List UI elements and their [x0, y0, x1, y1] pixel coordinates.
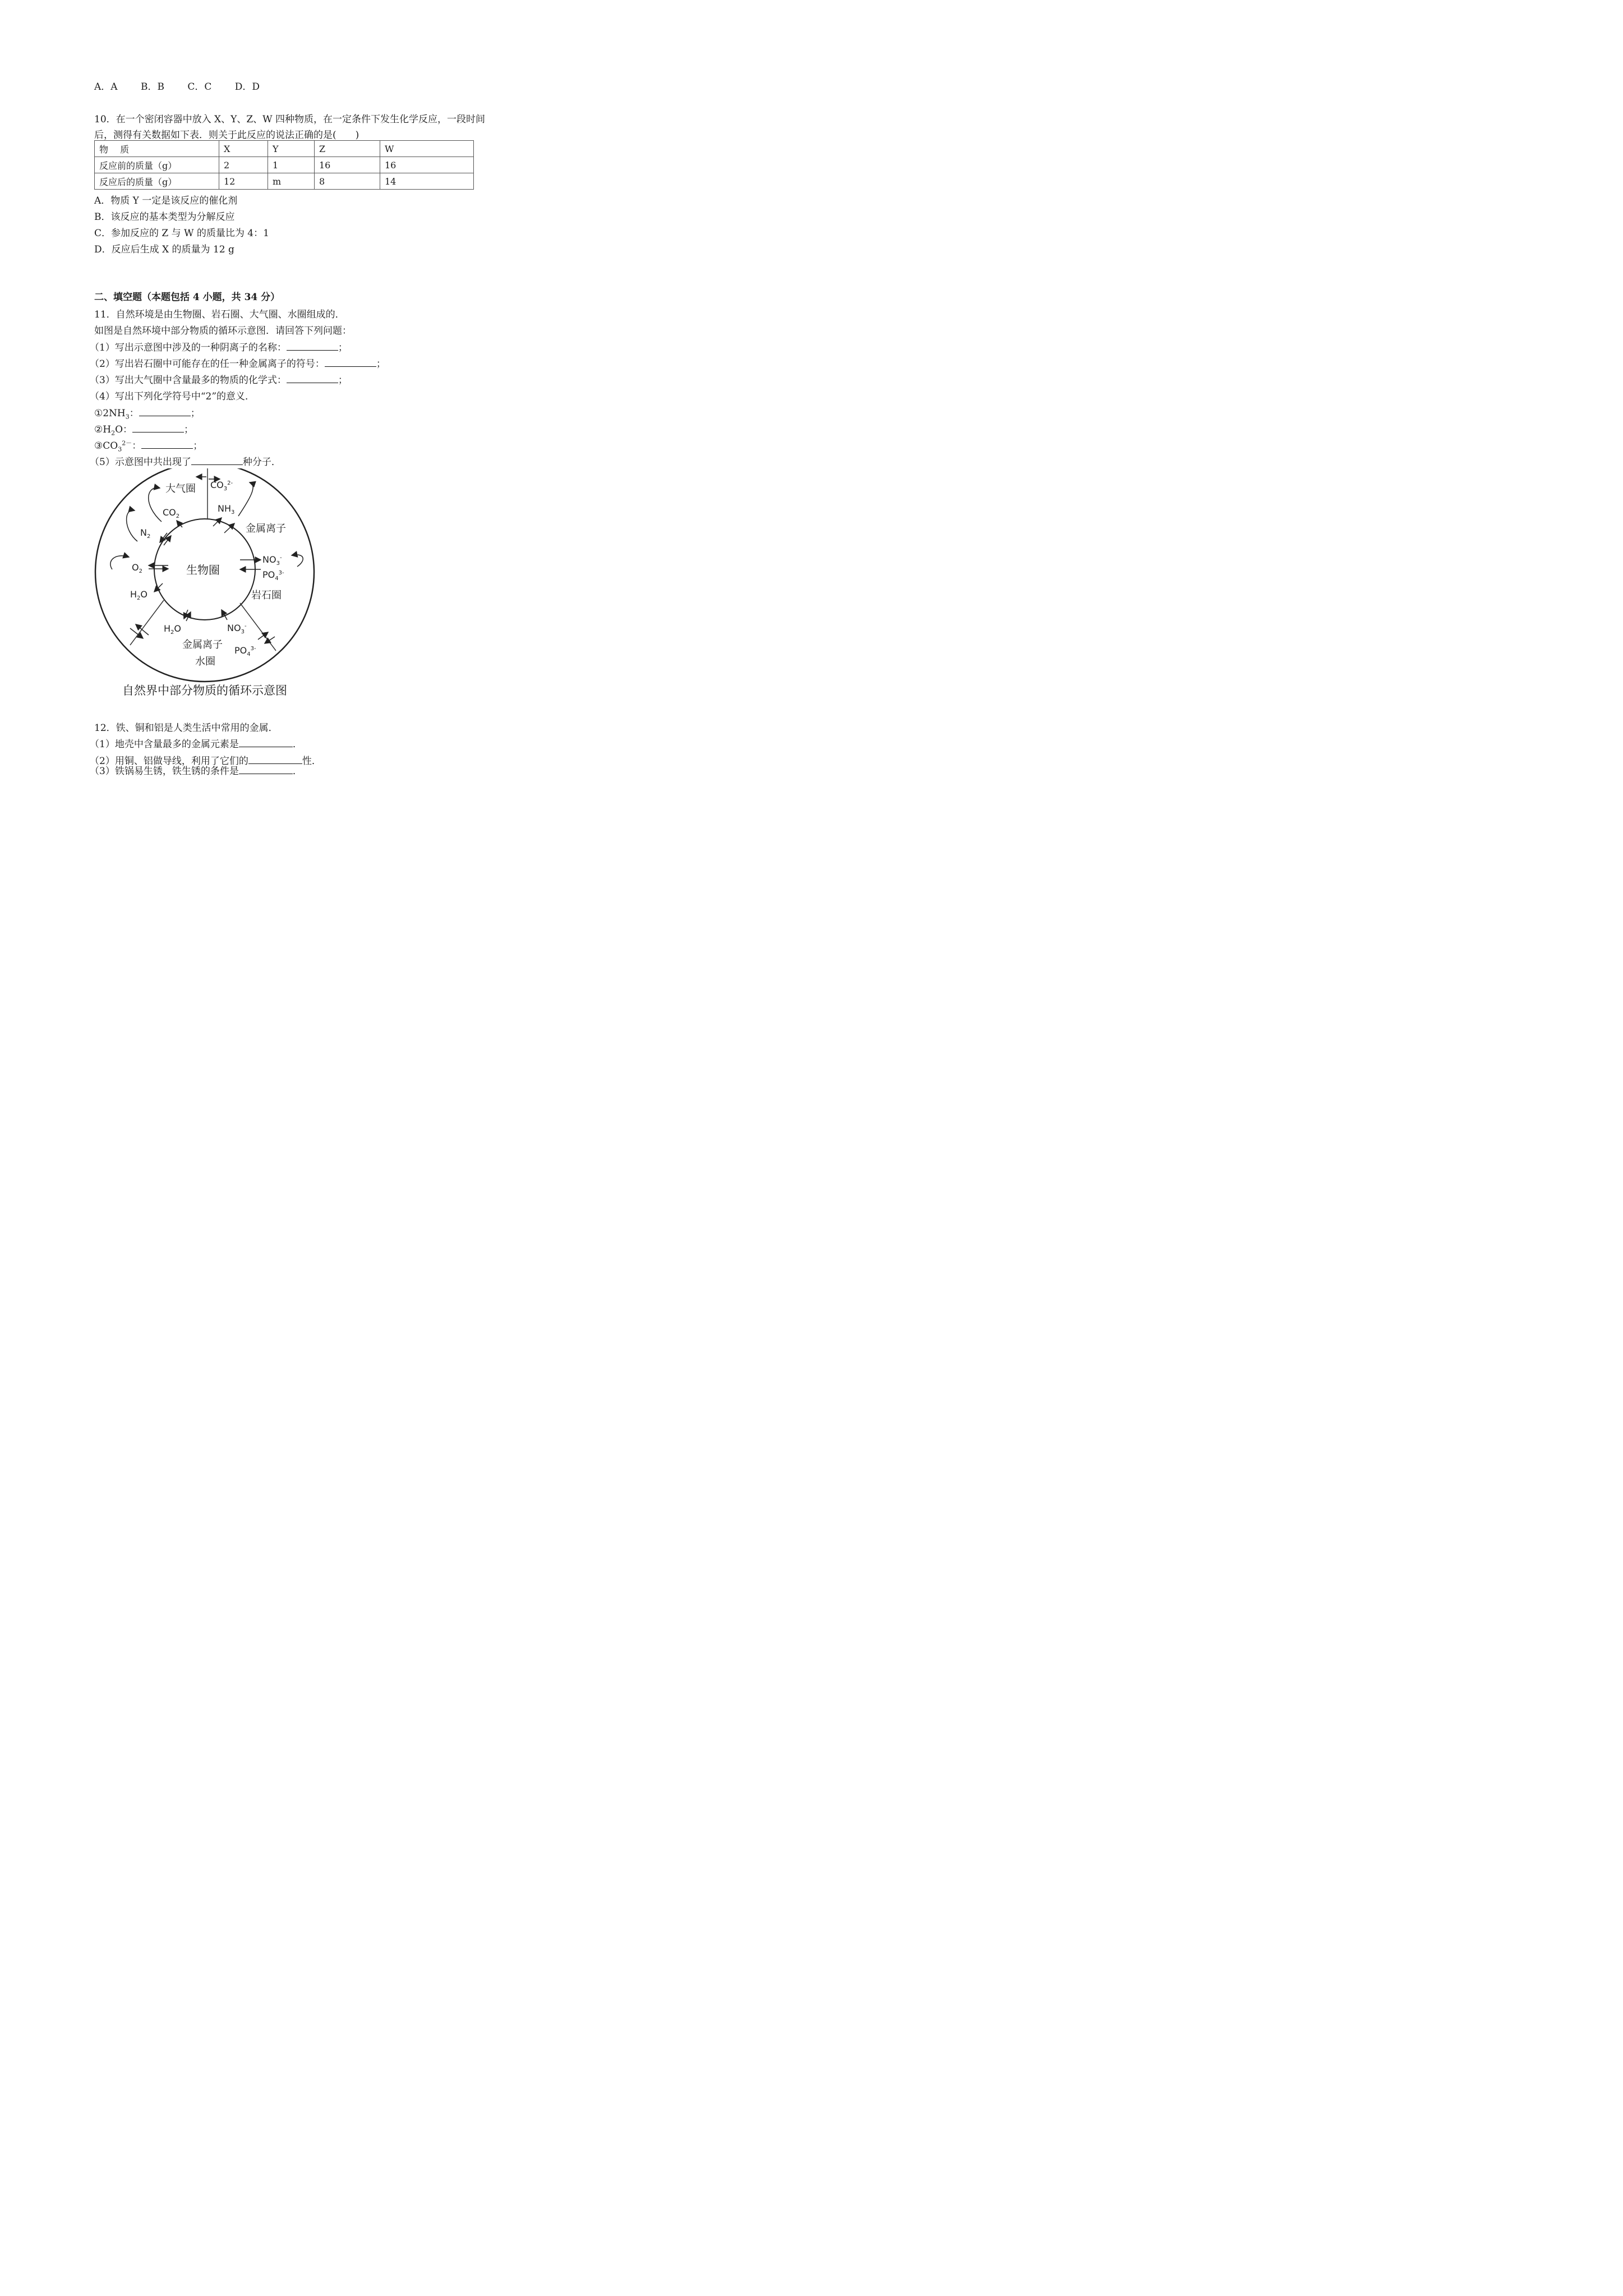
q11-part5 [90, 454, 281, 468]
q12-part2-text: （2）用铜、铝做导线，利用了它们的 [90, 756, 248, 767]
formula-text: ③CO [94, 440, 118, 452]
cycle-loop-arrow [110, 556, 129, 569]
formula-text: O [115, 424, 123, 435]
q11-part3 [90, 372, 348, 386]
q11-part2 [90, 356, 386, 370]
label-n2: $N_2$ [140, 527, 151, 540]
table-header-cell: X [219, 141, 268, 157]
answer-blank[interactable] [239, 738, 293, 747]
q9-option-d: D．D [234, 81, 260, 93]
cycle-loop-arrow [149, 488, 162, 522]
diagram-caption: 自然界中部分物质的循环示意图 [122, 684, 287, 697]
q11-part1 [90, 339, 348, 353]
table-header-cell: Z [315, 141, 380, 157]
q9-option-c: C．C [187, 81, 212, 93]
formula-sub: 3 [125, 413, 130, 421]
punct: ： [129, 408, 139, 419]
answer-blank[interactable] [287, 341, 338, 351]
q11-part2-text: （2）写出岩石圈中可能存在的任一种金属离子的符号： [90, 358, 325, 370]
q12-part1-text: （1）地壳中含量最多的金属元素是 [90, 739, 239, 750]
cycle-loop-arrow [238, 482, 253, 516]
q11-line1: 11．自然环境是由生物圈、岩石圈、大气圈、水圈组成的． [94, 309, 345, 320]
answer-blank[interactable] [239, 765, 293, 774]
arrow [136, 624, 149, 635]
q10-option-c: C．参加反应的 Z 与 W 的质量比为 4：1 [94, 228, 269, 239]
q11-part5-text: （5）示意图中共出现了 [90, 457, 191, 468]
label-po4-right: $PO_4^{3-}$ [262, 569, 284, 582]
label-o2: $O_2$ [132, 562, 142, 574]
punct: ； [338, 342, 348, 353]
punct: ． [292, 766, 302, 777]
answer-blank[interactable] [325, 357, 376, 367]
q12-part1 [90, 736, 302, 750]
table-header-row [95, 141, 474, 157]
punct: ： [123, 424, 133, 435]
arrow [164, 536, 171, 545]
cycle-loop-arrow [127, 510, 137, 541]
label-h2o-left: $H_2O$ [130, 589, 147, 601]
q10-data-table [94, 140, 474, 190]
formula-sup: 2－ [122, 439, 132, 447]
answer-blank[interactable] [132, 423, 184, 432]
label-no3-bottom: $NO_3^-$ [227, 623, 247, 635]
table-cell: 8 [315, 173, 380, 190]
section-title: 二、填空题（本题包括 4 小题，共 34 分） [94, 292, 280, 303]
q10-option-b: B．该反应的基本类型为分解反应 [94, 211, 235, 223]
cycle-diagram [90, 468, 342, 704]
table-cell: 16 [380, 157, 474, 173]
divider-line [130, 600, 164, 645]
q10-stem-line2: 后，测得有关数据如下表．则关于此反应的说法正确的是( ) [94, 130, 359, 141]
formula-sub: 3 [118, 445, 122, 453]
answer-blank[interactable] [191, 455, 243, 465]
q12-part3-text: （3）铁锅易生锈，铁生锈的条件是 [90, 766, 239, 777]
punct: ； [338, 375, 348, 386]
label-biosphere: 生物圈 [186, 563, 220, 577]
table-row [95, 173, 474, 190]
punct: ； [193, 440, 203, 452]
formula-text: ②H [94, 424, 112, 435]
punct: 性． [302, 756, 321, 767]
answer-blank[interactable] [141, 439, 193, 449]
punct: ； [190, 408, 200, 419]
table-cell: m [268, 173, 315, 190]
arrow [184, 610, 188, 619]
q11-sub3 [94, 438, 202, 453]
label-co2: $CO_2$ [163, 507, 180, 519]
q11-part3-text: （3）写出大气圈中含量最多的物质的化学式： [90, 375, 287, 386]
q11-part4: （4）写出下列化学符号中“2”的意义． [90, 391, 255, 402]
punct: ； [184, 424, 194, 435]
table-header-cell: 物 质 [95, 141, 219, 157]
q10-stem-line1: 10．在一个密闭容器中放入 X、Y、Z、W 四种物质，在一定条件下发生化学反应，一段时间 [94, 114, 486, 125]
table-cell: 反应后的质量（g） [95, 173, 219, 190]
punct: ： [132, 440, 142, 452]
answer-blank[interactable] [287, 374, 338, 383]
label-lithosphere: 岩石圈 [251, 590, 282, 601]
cycle-loop-arrow [292, 555, 303, 567]
formula-sub: 2 [111, 429, 116, 437]
table-cell: 16 [315, 157, 380, 173]
table-cell: 2 [219, 157, 268, 173]
label-metal-ions-bottom: 金属离子 [182, 639, 223, 651]
label-co3-top: $CO_3^{2-}$ [210, 480, 233, 492]
label-nh3: $NH_3$ [218, 503, 235, 516]
q12-part3 [90, 763, 302, 777]
label-po4-bottom: $PO_4^{3-}$ [234, 645, 256, 657]
table-cell: 1 [268, 157, 315, 173]
q10-option-a: A．物质 Y 一定是该反应的催化剂 [94, 195, 238, 206]
q11-line2: 如图是自然环境中部分物质的循环示意图．请回答下列问题： [94, 325, 352, 337]
label-hydrosphere: 水圈 [195, 656, 215, 668]
q9-options [94, 79, 280, 93]
table-header-cell: W [380, 141, 474, 157]
q10-option-d: D．反应后生成 X 的质量为 12 g [94, 244, 234, 255]
q11-part5-tail: 种分子． [242, 457, 281, 468]
table-cell: 反应前的质量（g） [95, 157, 219, 173]
table-cell: 12 [219, 173, 268, 190]
formula-text: ①2NH [94, 408, 126, 419]
q9-option-a: A．A [94, 81, 118, 93]
table-row [95, 157, 474, 173]
label-h2o-bottom: $H_2O$ [164, 623, 181, 636]
q12-line1: 12．铁、铜和铝是人类生活中常用的金属． [94, 723, 278, 734]
table-cell: 14 [380, 173, 474, 190]
punct: ． [292, 739, 302, 750]
label-metal-ions-top: 金属离子 [246, 523, 286, 535]
punct: ； [376, 358, 386, 370]
arrow [213, 518, 222, 526]
label-atmosphere: 大气圈 [165, 483, 196, 495]
table-header-cell: Y [268, 141, 315, 157]
label-no3-right: $NO_3^-$ [262, 554, 282, 567]
q9-option-b: B．B [140, 81, 164, 93]
answer-blank[interactable] [139, 407, 191, 416]
q11-sub2 [94, 421, 193, 436]
q11-sub1 [94, 405, 200, 420]
q11-part1-text: （1）写出示意图中涉及的一种阴离子的名称： [90, 342, 287, 353]
